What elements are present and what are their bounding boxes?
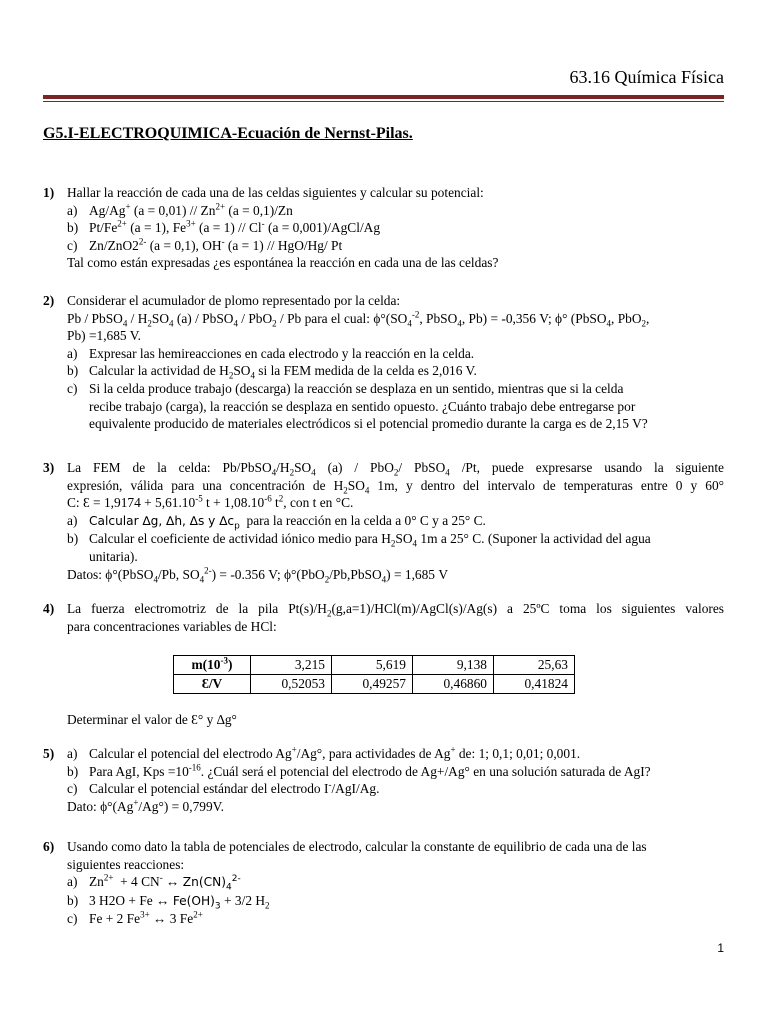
problem-number: 4) — [43, 601, 55, 616]
subitem-c: c) Fe + 2 $Fe^{3+}$ ↔ 3 $Fe^{2+}$ — [67, 909, 203, 927]
subitem-b: b) 3 H2O + Fe ↔ $Fe(OH)_3 + 3/2$ $H_2$ — [67, 892, 270, 912]
problem-6 — [43, 838, 724, 928]
subitem-c-line2: recibe trabajo (carga), la reacción se desplaza en sentido opuesto. ¿Cuánto trabajo debe entregarse por — [89, 398, 636, 414]
problem-question: Tal como están expresadas ¿es espontánea la reacción en cada una de las celdas? — [67, 255, 499, 271]
problem-data: Datos: ϕ°(PbSO$_4$/Pb, $SO_4^{2-}) = -0.356$ V; ϕ°(PbO$_2$/Pb,PbSO$_4$) = 1,685 V — [67, 565, 449, 585]
table-cell: 0,41824 — [494, 675, 575, 694]
subitem-a: a) Expresar las hemireacciones en cada electrodo y la reacción en la celda. — [67, 345, 475, 361]
subitem-c-line3: equivalente producido de materiales electródicos si el potencial promedio durante la carga es de 2,15 V? — [89, 416, 648, 432]
subitem-c: c) Si la celda produce trabajo (descarga) la reacción se desplaza en un sentido, mientras que si la celda — [67, 380, 624, 396]
problem-number: 5) — [43, 746, 55, 761]
emf-data-table — [173, 655, 575, 694]
table-cell: 3,215 — [251, 656, 332, 675]
row-header-molality: $m(10^{-3})$ — [174, 656, 251, 675]
problem-statement: Usando como dato la tabla de potenciales de electrodo, calcular la constante de equilibrio de cada una de las — [67, 839, 647, 854]
table-cell: 9,138 — [413, 656, 494, 675]
subitem-a: a) Calcular el potencial del electrodo Ag+/Ag°, para actividades de Ag+ de: 1; 0,1; 0,01; 0,001. — [67, 744, 581, 761]
table-cell: 0,52053 — [251, 675, 332, 694]
problem-statement: Hallar la reacción de cada una de las celdas siguientes y calcular su potencial: — [67, 185, 484, 200]
subitem-b: b) Calcular el coeficiente de actividad iónico medio para $H_2SO_4$ 1m a 25° C. (Suponer la actividad del agua — [67, 531, 651, 550]
row-header-emf: Ɛ/V — [174, 675, 251, 694]
problem-4 — [43, 600, 724, 635]
course-header: 63.16 Química Física — [569, 67, 724, 87]
table-row — [174, 675, 575, 694]
table-cell: 5,619 — [332, 656, 413, 675]
problem-5 — [43, 745, 724, 815]
subitem-b: b) Calcular la actividad de $H_2SO_4$ si la FEM medida de la celda es 2,016 V. — [67, 363, 477, 382]
table-cell: 25,63 — [494, 656, 575, 675]
header-rule-thick — [43, 95, 724, 99]
cell-notation: Pb / PbSO$_4$ / $H_2SO_4$ (a) / PbSO$_4$ / PbO$_2$ / Pb para el cual: $\phi^\circ(SO_4^{-2}$, PbSO$_4$, Pb) = -0,356 V; ϕ° (PbSO$_4$, PbO$_2$, — [67, 309, 650, 329]
subitem-b-line2: unitaria). — [89, 548, 138, 564]
emf-equation: C: Ɛ = $1,9174 + 5,61.10^{-5}$ $t + 1,08.10^{-6}$ $t^2$, con t en °C. — [67, 493, 354, 511]
problem-statement: La FEM de la celda: $Pb/PbSO_4/H_2SO_4$ (a) / PbO$_2$/ PbSO$_4$ /Pt, puede expresarse usando la siguiente — [67, 460, 724, 478]
problem-1 — [43, 184, 724, 272]
problem-statement: Considerar el acumulador de plomo representado por la celda: — [67, 293, 401, 308]
problem-4-question: Determinar el valor de Ɛ° y ∆g° — [67, 712, 237, 727]
problem-number: 3) — [43, 460, 55, 475]
subitem-c: c) Calcular el potencial estándar del electrodo I-/AgI/Ag. — [67, 779, 380, 797]
table-row — [174, 656, 575, 675]
table-cell: 0,49257 — [332, 675, 413, 694]
problem-statement-cont: siguientes reacciones: — [67, 856, 185, 872]
table-cell: 0,46860 — [413, 675, 494, 694]
problem-statement: La fuerza electromotriz de la pila $Pt(s)/H_2(g,a=1)/HCl(m)/AgCl(s)/Ag(s)$ a 25ºC toma los siguientes valores — [67, 601, 724, 619]
subitem-a: a) Ag/Ag+ $(a = 0,01) // Zn^{2+}$ (a = 0,1)/Zn — [67, 201, 293, 218]
problem-statement-cont: para concentraciones variables de HCl: — [67, 618, 277, 634]
problem-number: 2) — [43, 293, 55, 308]
document-title: G5.I-ELECTROQUIMICA-Ecuación de Nernst-Pilas. — [43, 125, 413, 142]
problem-2 — [43, 292, 724, 433]
problem-number: 6) — [43, 839, 55, 854]
problem-statement-cont: expresión, válida para una concentración de $H_2SO_4$ 1m, y dentro del intervalo de temperaturas entre 0 y 60° — [67, 477, 724, 496]
subitem-a: a) Calcular ∆g, ∆h, ∆s y $\Delta c_p$ para la reacción en la celda a 0° C y a 25° C. — [67, 512, 486, 532]
problem-number: 1) — [43, 185, 55, 200]
problem-data: Dato: ϕ°(Ag+/Ag°) = 0,799V. — [67, 797, 224, 814]
subitem-a: a) $Zn^{2+} + 4$ CN- ↔ $Zn(CN)_4^{2-}$ — [67, 872, 241, 893]
problem-3 — [43, 459, 724, 583]
subitem-c: c) $Zn/ZnO2^{2-}$ (a = 0,1), OH- (a = 1) // HgO/Hg/ Pt — [67, 236, 343, 253]
header-rule-thin — [43, 101, 724, 102]
page-number: 1 — [717, 941, 724, 955]
cell-notation-cont: Pb) =1,685 V. — [67, 328, 142, 344]
subitem-b: b) $Pt/Fe^{2+}$ (a = 1), $Fe^{3+}$ (a = 1) // Cl- (a = 0,001)/AgCl/Ag — [67, 218, 381, 236]
subitem-b: b) Para AgI, Kps $=10^{-16}$. ¿Cuál será el potencial del electrodo de Ag+/Ag° en una solución saturada de AgI? — [67, 762, 651, 779]
